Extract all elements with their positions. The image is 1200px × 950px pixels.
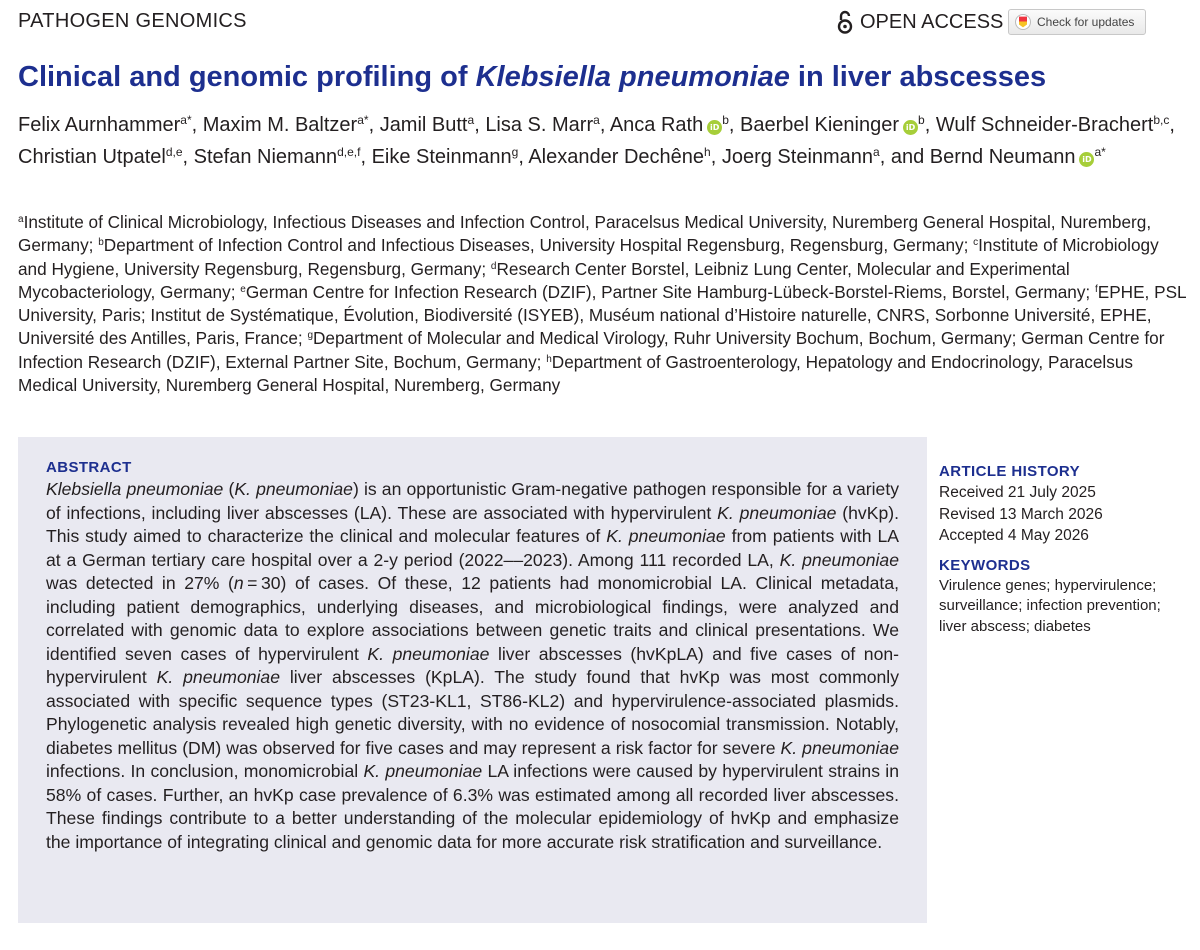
keywords-text: Virulence genes; hypervirulence; surveillance; infection prevention; liver abscess; diabetes bbox=[939, 576, 1161, 635]
author-affiliation-marker: b,c bbox=[1153, 113, 1170, 127]
author bbox=[18, 146, 183, 168]
abstract-heading: ABSTRACT bbox=[46, 459, 132, 476]
article-title bbox=[18, 58, 1046, 96]
affiliation-text: Institute of Clinical Microbiology, Infectious Diseases and Infection Control, Paracelsus Medical University, Nuremberg General Hospital, Nuremberg, Germany; bbox=[18, 212, 1152, 256]
author bbox=[203, 114, 369, 136]
affiliation-text: German Centre for Infection Research (DZIF), Partner Site Hamburg-Lübeck-Borstel-Riems, Borstel, Germany; bbox=[245, 281, 1095, 302]
author-list: Felix Aurnhammer$^{a*}$, Maxim M. Baltzer$^{a*}$, Jamil Butt$^a$, Lisa S. Marr$^a$, Anca Rath $iD^b$, Baerbel Kieninger $iD^b$, Wulf Schneider-Brachert$^{b,c}$, Christian Utpatel$^{d,e}$, Stefan Niemann$^{d,e,f}$, Eike Steinmann$^g$, Alexander Dechêne$^h$, Joerg Steinmann$^a$, and Bernd Neumann $iD^{a*}$ bbox=[18, 113, 1175, 168]
abstract-italic: K. pneumoniae bbox=[779, 549, 899, 570]
author-name: Anca Rath bbox=[609, 114, 704, 136]
author-affiliation-marker: b bbox=[918, 113, 925, 127]
abstract-italic: K. pneumoniae bbox=[156, 667, 280, 687]
journal-name: PATHOGEN GENOMICS bbox=[18, 10, 247, 32]
abstract-segment: ) is an opportunistic Gram-negative pathogen responsible for a variety of infections, including liver abscesses (LA). These are associated with hypervirulent bbox=[46, 479, 899, 523]
orcid-icon[interactable]: iD bbox=[903, 120, 918, 135]
revised-date: Revised 13 March 2026 bbox=[939, 505, 1103, 523]
author-affiliation-marker: g bbox=[511, 145, 519, 159]
abstract-segment: liver abscesses (hvKpLA) and five cases of non-hypervirulent bbox=[46, 643, 899, 687]
author-name: Jamil Butt bbox=[379, 114, 468, 136]
author-name: Alexander Dechêne bbox=[528, 146, 705, 168]
author-name: Bernd Neumann bbox=[929, 146, 1076, 168]
abstract-italic: K. pneumoniae bbox=[606, 526, 726, 546]
abstract-italic: K. pneumoniae bbox=[234, 479, 353, 499]
accepted-date: Accepted 4 May 2026 bbox=[939, 527, 1089, 544]
affiliation-text: EPHE, PSL University, Paris; Institut de Systématique, Évolution, Biodiversité (ISYEB), Muséum national d’Histoire naturelle, CNRS, Sorbonne Université, EPHE, Université des Antilles, Paris, France; bbox=[18, 281, 1186, 349]
affiliation-marker: f bbox=[1094, 283, 1098, 295]
abstract-segment: ( bbox=[223, 479, 235, 499]
keywords-heading: KEYWORDS bbox=[939, 556, 1031, 574]
author-affiliation-marker: a bbox=[467, 113, 475, 127]
abstract-segment: was detected in 27% ( bbox=[46, 573, 234, 593]
abstract-italic: K. pneumoniae bbox=[367, 643, 490, 664]
affiliations bbox=[18, 211, 1188, 397]
abstract-italic: Klebsiella pneumoniae bbox=[46, 479, 224, 499]
author bbox=[528, 146, 710, 168]
crossmark-icon bbox=[1015, 14, 1031, 30]
affiliation-text: Department of Molecular and Medical Virology, Ruhr University Bochum, Bochum, Germany; German Centre for Infection Research (DZIF), External Partner Site, Bochum, Germany; bbox=[18, 328, 1165, 372]
abstract-segment: LA infections were caused by hypervirulent strains in 58% of cases. Further, an hvKp case prevalence of 6.3% was estimated among all recorded liver abscesses. These findings contribute to a better understanding of the molecular epidemiology of hvKp and emphasize the importance of integrating clinical and genomic data for more accurate risk stratification and surveillance. bbox=[46, 761, 899, 852]
title-part2: in liver abscesses bbox=[789, 61, 1047, 93]
author-affiliation-marker: a* bbox=[357, 113, 369, 127]
author bbox=[722, 146, 880, 168]
affiliation-marker: b bbox=[98, 237, 104, 249]
abstract-box bbox=[18, 437, 927, 923]
author bbox=[740, 114, 925, 136]
author-affiliation-marker: b bbox=[722, 113, 729, 127]
author-name: Lisa S. Marr bbox=[485, 114, 594, 136]
affiliation-text: Institute of Microbiology and Hygiene, University Regensburg, Regensburg, Germany; bbox=[18, 235, 1159, 279]
affiliation-text: Department of Infection Control and Infectious Diseases, University Hospital Regensburg, Regensburg, Germany; bbox=[103, 235, 974, 256]
author-name: Christian Utpatel bbox=[18, 146, 166, 168]
affiliation-text: Research Center Borstel, Leibniz Lung Center, Molecular and Experimental Mycobacteriology, Germany; bbox=[18, 258, 1070, 302]
author bbox=[372, 146, 519, 168]
title-part1: Clinical and genomic profiling of bbox=[18, 61, 476, 93]
abstract-segment: (hvKp). This study aimed to characterize the clinical and molecular features of bbox=[46, 502, 899, 546]
abstract-segment: liver abscesses (KpLA). The study found that hvKp was most commonly associated with specific sequence types (ST23-KL1, ST86-KL2) and hypervirulence-associated plasmids. Phylogenetic analysis revealed high genetic diversity, with no evidence of nosocomial transmission. Notably, diabetes mellitus (DM) was observed for five cases and may represent a risk factor for severe bbox=[46, 667, 899, 758]
article-sidebar bbox=[939, 463, 1169, 637]
affiliation-marker: a bbox=[18, 214, 24, 225]
abstract-segment: infections. In conclusion, monomicrobial bbox=[46, 761, 364, 781]
author-affiliation-marker: a* bbox=[180, 113, 192, 127]
abstract-segment: from patients with LA at a German tertiary care hospital over a 2-y period (2022––2023). Among 111 recorded LA, bbox=[46, 526, 900, 570]
author-affiliation-marker: h bbox=[704, 145, 711, 159]
received-date: Received 21 July 2025 bbox=[939, 484, 1096, 501]
author bbox=[18, 114, 192, 136]
author bbox=[485, 114, 600, 136]
author-name: Joerg Steinmann bbox=[721, 146, 874, 168]
author-name: Baerbel Kieninger bbox=[740, 114, 900, 136]
orcid-icon[interactable]: iD bbox=[1079, 152, 1094, 167]
author-affiliation-marker: d,e bbox=[165, 145, 183, 159]
affiliation-marker: d bbox=[490, 260, 497, 272]
author bbox=[194, 146, 361, 168]
affiliation-marker: g bbox=[307, 330, 313, 342]
abstract-segment: = 30) of cases. Of these, 12 patients had monomicrobial LA. Clinical metadata, including patient demographics, underlying diseases, and microbiological findings, were analyzed and correlated with genomic data to explore associations between genetic traits and clinical presentations. We identified seven cases of hypervirulent bbox=[46, 573, 899, 664]
author-name: Eike Steinmann bbox=[371, 146, 512, 168]
open-access-text: OPEN ACCESS bbox=[860, 10, 1004, 33]
author-affiliation-marker: a* bbox=[1094, 145, 1106, 159]
affiliation-marker: c bbox=[973, 237, 979, 249]
check-for-updates-button[interactable] bbox=[1008, 9, 1146, 35]
abstract-text bbox=[46, 478, 899, 854]
orcid-icon[interactable]: iD bbox=[707, 120, 722, 135]
author bbox=[610, 114, 729, 136]
author bbox=[380, 114, 475, 136]
affiliation-marker: e bbox=[240, 283, 246, 295]
affiliation-marker: h bbox=[546, 353, 552, 365]
open-access-label bbox=[836, 9, 1003, 35]
abstract-italic: K. pneumoniae bbox=[717, 502, 837, 523]
title-italic: Klebsiella pneumoniae bbox=[475, 61, 790, 93]
author-affiliation-marker: a bbox=[593, 113, 600, 127]
author-affiliation-marker: a bbox=[873, 145, 880, 159]
author-affiliation-marker: d,e,f bbox=[337, 145, 361, 159]
open-access-lock-icon bbox=[836, 9, 854, 35]
abstract-italic: K. pneumoniae bbox=[363, 761, 483, 781]
author-name: Wulf Schneider-Brachert bbox=[935, 114, 1154, 136]
abstract-italic: n bbox=[233, 573, 244, 593]
affiliation-text: Department of Gastroenterology, Hepatology and Endocrinology, Paracelsus Medical University, Nuremberg General Hospital, Nuremberg, Germany bbox=[18, 351, 1133, 396]
author-name: Felix Aurnhammer bbox=[18, 114, 181, 136]
author-name: Stefan Niemann bbox=[193, 146, 338, 168]
author bbox=[930, 146, 1106, 168]
check-for-updates-label: Check for updates bbox=[1037, 15, 1135, 29]
author-name: Maxim M. Baltzer bbox=[202, 114, 358, 136]
author bbox=[936, 114, 1170, 136]
abstract-italic: K. pneumoniae bbox=[780, 737, 900, 758]
article-history-heading: ARTICLE HISTORY bbox=[939, 463, 1081, 480]
